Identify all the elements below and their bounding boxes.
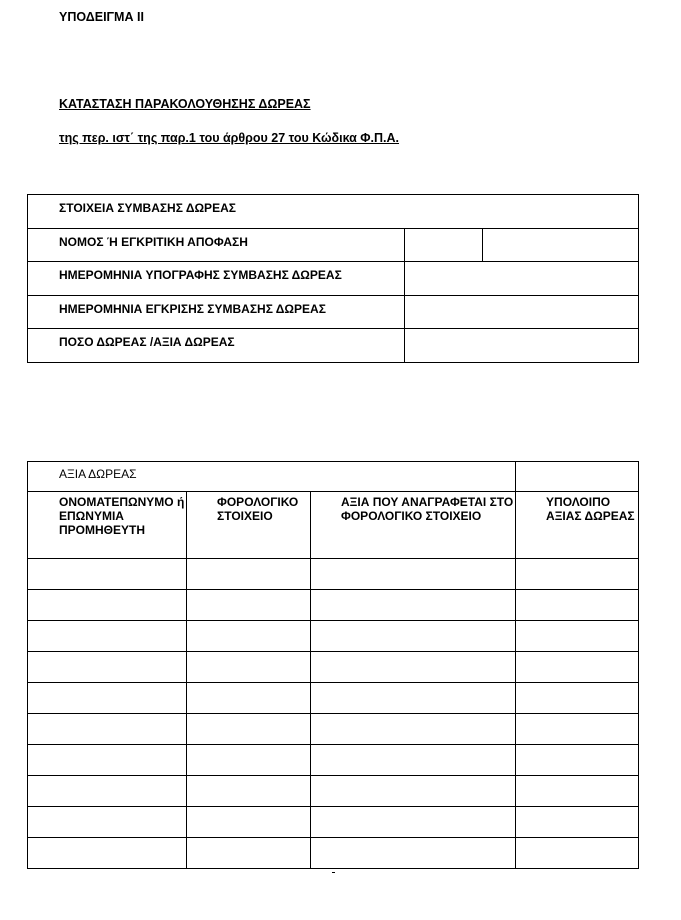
approval-date-row: [28, 295, 639, 329]
law-decision-label: ΝΟΜΟΣ Ή ΕΓΚΡΙΤΙΚΗ ΑΠΟΦΑΣΗ: [59, 234, 248, 249]
supplier-cell[interactable]: [28, 590, 187, 621]
remaining-value-cell[interactable]: [516, 590, 639, 621]
document-value-cell[interactable]: [311, 745, 516, 776]
document-value-cell[interactable]: [311, 776, 516, 807]
approval-date-label-cell: [28, 295, 405, 329]
remaining-value-cell[interactable]: [516, 838, 639, 869]
table-row: [28, 559, 639, 590]
supplier-cell[interactable]: [28, 652, 187, 683]
remaining-value-cell[interactable]: [516, 776, 639, 807]
column-header-document-value: [311, 492, 516, 559]
column-header-remaining-value: [516, 492, 639, 559]
remaining-value-cell[interactable]: [516, 807, 639, 838]
law-decision-field-2[interactable]: [483, 228, 639, 262]
table-row: [28, 714, 639, 745]
table-row: [28, 621, 639, 652]
table-row: [28, 745, 639, 776]
remaining-value-cell[interactable]: [516, 745, 639, 776]
tax-document-cell[interactable]: [187, 559, 311, 590]
table-row: [28, 683, 639, 714]
document-value-cell[interactable]: [311, 559, 516, 590]
document-value-cell[interactable]: [311, 838, 516, 869]
supplier-cell[interactable]: [28, 776, 187, 807]
law-decision-field-1[interactable]: [405, 228, 483, 262]
annex-label: ΥΠΟΔΕΙΓΜΑ ΙΙ: [59, 10, 144, 24]
tax-document-cell[interactable]: [187, 652, 311, 683]
remaining-value-cell[interactable]: [516, 621, 639, 652]
donation-title-cell: [28, 462, 516, 492]
table-row: [28, 776, 639, 807]
tax-document-cell[interactable]: [187, 838, 311, 869]
document-value-cell[interactable]: [311, 590, 516, 621]
signature-date-label-cell: [28, 262, 405, 296]
tax-document-cell[interactable]: [187, 714, 311, 745]
donation-amount-label: ΠΟΣΟ ΔΩΡΕΑΣ /ΑΞΙΑ ΔΩΡΕΑΣ: [59, 335, 235, 350]
tax-document-cell[interactable]: [187, 621, 311, 652]
column-header-tax-document: [187, 492, 311, 559]
contract-header-row: [28, 195, 639, 229]
supplier-cell[interactable]: [28, 621, 187, 652]
supplier-cell[interactable]: [28, 714, 187, 745]
law-decision-label-cell: [28, 228, 405, 262]
column-header-supplier: [28, 492, 187, 559]
remaining-value-cell[interactable]: [516, 559, 639, 590]
donation-column-header-row: [28, 492, 639, 559]
remaining-value-cell[interactable]: [516, 714, 639, 745]
document-subtitle: της περ. ιστ΄ της παρ.1 του άρθρου 27 του Κώδικα Φ.Π.Α.: [59, 131, 400, 145]
page-mark: [332, 872, 335, 873]
column-header-document-value-label: ΑΞΙΑ ΠΟΥ ΑΝΑΓΡΑΦΕΤΑΙ ΣΤΟ ΦΟΡΟΛΟΓΙΚΟ ΣΤΟΙΧΕΙΟ: [341, 495, 514, 523]
tax-document-cell[interactable]: [187, 745, 311, 776]
signature-date-label: ΗΜΕΡΟΜΗΝΙΑ ΥΠΟΓΡΑΦΗΣ ΣΥΜΒΑΣΗΣ ΔΩΡΕΑΣ: [59, 268, 342, 283]
donation-total-field[interactable]: [516, 462, 639, 492]
donation-amount-field[interactable]: [405, 329, 639, 363]
contract-header-label: ΣΤΟΙΧΕΙΑ ΣΥΜΒΑΣΗΣ ΔΩΡΕΑΣ: [59, 201, 236, 215]
donation-title-row: [28, 462, 639, 492]
supplier-cell[interactable]: [28, 745, 187, 776]
law-decision-row: [28, 228, 639, 262]
tax-document-cell[interactable]: [187, 590, 311, 621]
contract-header-cell: [28, 195, 639, 229]
tax-document-cell[interactable]: [187, 683, 311, 714]
donation-amount-label-cell: [28, 329, 405, 363]
signature-date-row: [28, 262, 639, 296]
donation-amount-row: [28, 329, 639, 363]
contract-details-table: [27, 194, 639, 363]
column-header-remaining-value-label: ΥΠΟΛΟΙΠΟ ΑΞΙΑΣ ΔΩΡΕΑΣ: [546, 495, 635, 523]
table-row: [28, 590, 639, 621]
donation-title-label: ΑΞΙΑ ΔΩΡΕΑΣ: [59, 467, 137, 481]
table-row: [28, 652, 639, 683]
remaining-value-cell[interactable]: [516, 683, 639, 714]
table-row: [28, 838, 639, 869]
supplier-cell[interactable]: [28, 807, 187, 838]
donation-value-table: [27, 461, 639, 869]
document-value-cell[interactable]: [311, 714, 516, 745]
supplier-cell[interactable]: [28, 683, 187, 714]
column-header-tax-document-label: ΦΟΡΟΛΟΓΙΚΟ ΣΤΟΙΧΕΙΟ: [217, 495, 299, 523]
column-header-supplier-label: ΟΝΟΜΑΤΕΠΩΝΥΜΟ ή ΕΠΩΝΥΜΙΑ ΠΡΟΜΗΘΕΥΤΗ: [59, 495, 185, 537]
document-value-cell[interactable]: [311, 683, 516, 714]
table-row: [28, 807, 639, 838]
tax-document-cell[interactable]: [187, 807, 311, 838]
signature-date-field[interactable]: [405, 262, 639, 296]
supplier-cell[interactable]: [28, 838, 187, 869]
document-value-cell[interactable]: [311, 652, 516, 683]
document-value-cell[interactable]: [311, 807, 516, 838]
supplier-cell[interactable]: [28, 559, 187, 590]
document-value-cell[interactable]: [311, 621, 516, 652]
approval-date-field[interactable]: [405, 295, 639, 329]
remaining-value-cell[interactable]: [516, 652, 639, 683]
document-title: ΚΑΤΑΣΤΑΣΗ ΠΑΡΑΚΟΛΟΥΘΗΣΗΣ ΔΩΡΕΑΣ: [59, 97, 311, 111]
tax-document-cell[interactable]: [187, 776, 311, 807]
approval-date-label: ΗΜΕΡΟΜΗΝΙΑ ΕΓΚΡΙΣΗΣ ΣΥΜΒΑΣΗΣ ΔΩΡΕΑΣ: [59, 301, 326, 316]
